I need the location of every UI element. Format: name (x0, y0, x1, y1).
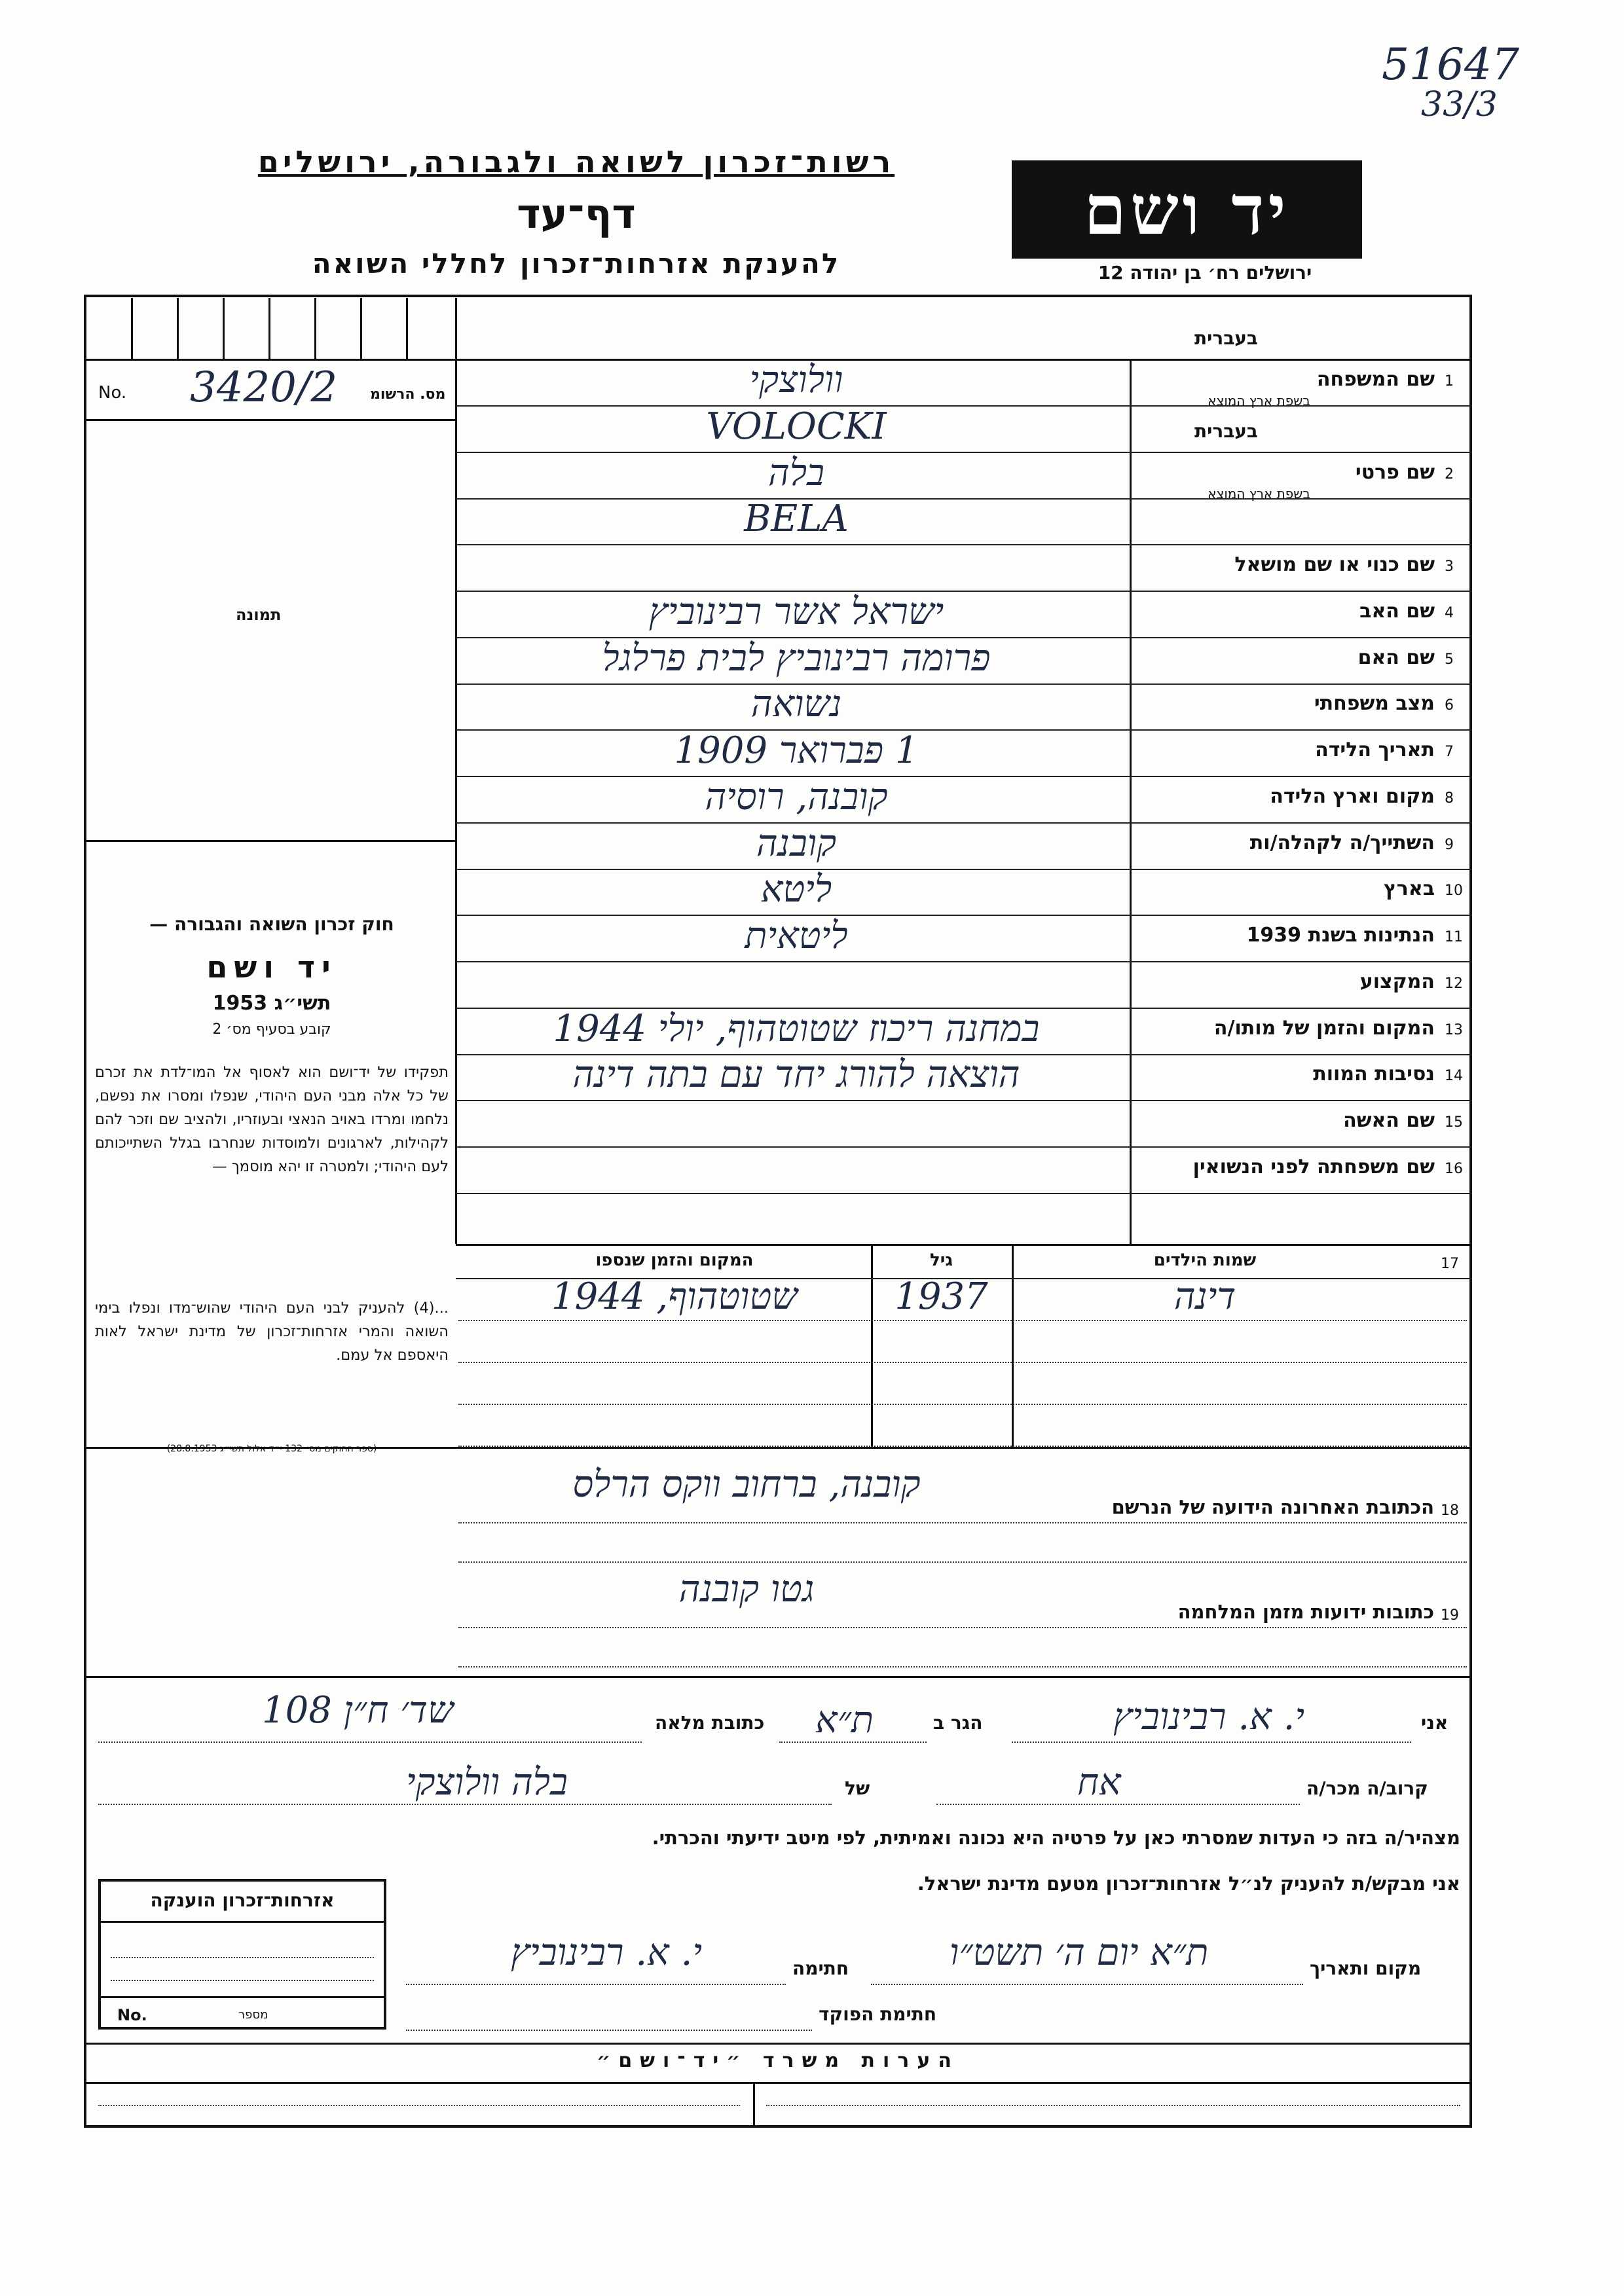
field-number: 14 (1445, 1068, 1463, 1084)
field-number: 11 (1445, 929, 1463, 945)
declaration-request: אני מבקש/ת להעניק לנ״ל אזרחות־זכרון מטעם מדינת ישראל. (917, 1872, 1460, 1895)
field-label: שם האם (1357, 646, 1435, 669)
field-row (456, 683, 1472, 729)
logo-text: יד ושם (1084, 169, 1290, 250)
field-value: 1 פברואר 1909 (674, 729, 919, 772)
field-number: 16 (1445, 1161, 1463, 1177)
law-paragraph-1: תפקידו של יד־ושם הוא לאסוף אל המו־לדת את זכרם של כל אלה מבני העם היהודי, שנפלו ומסרו את נפשם, נלחמו ומרדו באויב הנאצי ובעוזריו, ולהציב שם וזכר להם לקהילות, לארגונים ולמוסדות שנחרבו בגלל השתייכותם לעם היהודי; ולמטרה זו יהא מוסמך — (95, 1064, 449, 1175)
address-line (458, 1522, 1467, 1523)
citizenship-box-title: אזרחות־זכרון הוענקה (150, 1889, 335, 1911)
form-subtitle: להענקת אזרחות־זכרון לחללי השואה (312, 247, 841, 280)
signature-value: י. א. רבינוביץ (511, 1931, 703, 1974)
field-number: 12 (1445, 975, 1463, 992)
law-title: חוק זכרון השואה והגבורה — (149, 913, 394, 935)
archive-number: 51647 (1382, 39, 1519, 90)
field-row (456, 498, 1472, 544)
law-clause: קובע בסעיף מס׳ 2 (212, 1021, 331, 1038)
field-label: נסיבות המוות (1313, 1063, 1435, 1085)
address-field-value: קובנה, ברחוב ווקס הרלס (572, 1463, 921, 1506)
photo-label: תמונה (236, 606, 282, 624)
citizenship-box (98, 1879, 386, 2030)
registration-no-label: No. (98, 383, 127, 403)
field-label: שם האב (1359, 600, 1435, 623)
field-label: תאריך הלידה (1315, 738, 1435, 761)
address-line (458, 1627, 1467, 1628)
address-field-number: 18 (1441, 1503, 1459, 1519)
field-row (456, 961, 1472, 1008)
field-row (456, 405, 1472, 452)
child-place: שטוטהוף, 1944 (551, 1275, 798, 1318)
citizenship-no-label: No. (117, 2006, 147, 2024)
field-label: שם משפחתה לפני הנשואין (1192, 1156, 1435, 1178)
declaration-ani: אני (1421, 1712, 1449, 1734)
place-date-label: מקום ותאריך (1310, 1958, 1422, 1979)
child-name: דינה (1173, 1275, 1236, 1318)
field-row (456, 776, 1472, 822)
registration-label: מס. הרשומ (370, 386, 446, 403)
field-value: נשואה (750, 683, 842, 725)
field-value: במחנה ריכוז שטוטהוף, יולי 1944 (553, 1008, 1040, 1050)
field-row (456, 915, 1472, 961)
field-value: הוצאה להורג יחד עם בתה דינה (572, 1053, 1020, 1096)
child-age: 1937 (895, 1275, 988, 1318)
hebrew-tag: בעברית (1194, 420, 1258, 442)
field-label: הנתינות בשנת 1939 (1246, 924, 1435, 947)
hebrew-tag: בעברית (1194, 327, 1258, 349)
foreign-tag: בשפת ארץ המוצא (1208, 393, 1310, 409)
relation-value: אח (1077, 1761, 1121, 1804)
field-value: BELA (744, 498, 849, 540)
field-label: המקצוע (1359, 970, 1435, 993)
resides-value: ת״א (815, 1699, 874, 1741)
field-row (456, 868, 1472, 915)
field-number: 3 (1445, 558, 1454, 575)
field-number: 8 (1445, 790, 1454, 807)
children-row-line (458, 1320, 1467, 1321)
children-row-line (458, 1362, 1467, 1363)
address-field-number: 19 (1441, 1607, 1459, 1624)
declaration-statement: מצהיר/ה בזה כי העדות שמסרתי כאן על פרטיה היא נכונה ואמיתית, לפי מיטב ידיעתי והכרתי. (652, 1827, 1460, 1849)
relation-label: קרוב/ה מכר/ה (1306, 1777, 1428, 1799)
address-line (458, 1561, 1467, 1563)
of-label: של (845, 1777, 870, 1799)
field-number: 2 (1445, 466, 1454, 483)
signature-label: חתימה (792, 1958, 849, 1979)
of-value: בלה וולוצקי (406, 1761, 568, 1804)
field-label: המקום והזמן של מותו/ה (1213, 1017, 1435, 1040)
field-value: פרומה רבינוביץ לבית פרלגל (602, 637, 991, 680)
field-row (456, 544, 1472, 591)
field-label: שם האשה (1343, 1109, 1435, 1132)
foreign-tag: בשפת ארץ המוצא (1208, 486, 1310, 501)
archive-sub-number: 33/3 (1421, 85, 1498, 124)
field-number: 5 (1445, 651, 1454, 668)
field-value: VOLOCKI (706, 405, 887, 448)
field-row (456, 1008, 1472, 1054)
field-value: ליטאית (745, 915, 848, 957)
field-number: 7 (1445, 744, 1454, 760)
field-number: 1 (1445, 373, 1454, 390)
field-label: שם פרטי (1355, 461, 1435, 484)
field-label: מקום וארץ הלידה (1270, 785, 1435, 808)
field-number: 15 (1445, 1114, 1463, 1131)
field-number: 4 (1445, 605, 1454, 621)
law-reference: (ספר החוקים מס׳ 132 י״ד אלול תשי״ג 28.8.1953) (166, 1444, 377, 1454)
declarant-name: י. א. רבינוביץ (1113, 1696, 1305, 1738)
field-row (456, 729, 1472, 776)
children-col-place: המקום והזמן שנספו (595, 1250, 754, 1270)
address-line (458, 1666, 1467, 1667)
field-value: ישראל אשר רבינוביץ (648, 591, 944, 633)
field-number: 13 (1445, 1022, 1463, 1038)
citizenship-number-label: מספר (238, 2008, 268, 2022)
field-row (456, 1100, 1472, 1146)
authority-name: רשות־זכרון לשואה ולגבורה, ירושלים (257, 144, 895, 179)
field-value: וולוצקי (749, 359, 843, 401)
address-field-label: הכתובת האחרונה הידועה של הנרשם (1111, 1496, 1434, 1518)
field-label: שם המשפחה (1316, 368, 1435, 391)
field-row (456, 1053, 1472, 1100)
field-value: קובנה (756, 822, 837, 865)
law-paragraph-2: ...(4) להעניק לבני העם היהודי שהוש־מדו ונפלו בימי השואה והמרי אזרחות־זכרון של מדינת ישראל לאות היאספם אל עמם. (95, 1300, 449, 1364)
field-label: מצב משפחתי (1314, 692, 1435, 715)
field-value: בלה (768, 452, 824, 494)
official-signature-label: חתימת הפוקד (819, 2003, 937, 2025)
field-row (456, 591, 1472, 637)
children-row-line (458, 1404, 1467, 1405)
form-title: דף־עד (517, 190, 636, 238)
field-number: 6 (1445, 697, 1454, 714)
field-number: 10 (1445, 883, 1463, 899)
children-col-names: שמות הילדים (1153, 1250, 1257, 1270)
field-label: השתייך/ה לקהלה/ות (1249, 831, 1435, 854)
field-row (456, 1146, 1472, 1193)
address-field-label: כתובות ידועות מזמן המלחמה (1177, 1601, 1434, 1623)
resides-label: הגר ב (933, 1712, 983, 1734)
address-value: שד׳ ח״ן 108 (262, 1689, 454, 1732)
field-row (456, 327, 1472, 409)
field-value: קובנה, רוסיה (705, 776, 888, 818)
children-field-number: 17 (1441, 1256, 1459, 1272)
field-value: ליטא (760, 868, 832, 911)
office-remarks-title: הערות משרד ״יד־ושם״ (597, 2049, 959, 2072)
field-number: 9 (1445, 837, 1454, 853)
logo-address: ירושלים רח׳ בן יהודה 12 (1098, 262, 1312, 283)
place-date-value: ת״א יום ה׳ תשט״ו (950, 1931, 1209, 1974)
field-row (456, 637, 1472, 683)
yad-vashem-logo (1012, 160, 1362, 259)
address-label: כתובת מלאה (655, 1712, 765, 1734)
field-row (456, 822, 1472, 869)
law-name: יד ושם (206, 949, 337, 985)
field-label: בארץ (1383, 877, 1435, 900)
law-year: תשי״ג 1953 (212, 992, 331, 1015)
children-col-age: גיל (929, 1250, 953, 1270)
registration-number: 3420/2 (190, 363, 338, 412)
address-field-value: גטו קובנה (678, 1568, 815, 1611)
field-label: שם כנוי או שם מושאל (1234, 553, 1435, 576)
